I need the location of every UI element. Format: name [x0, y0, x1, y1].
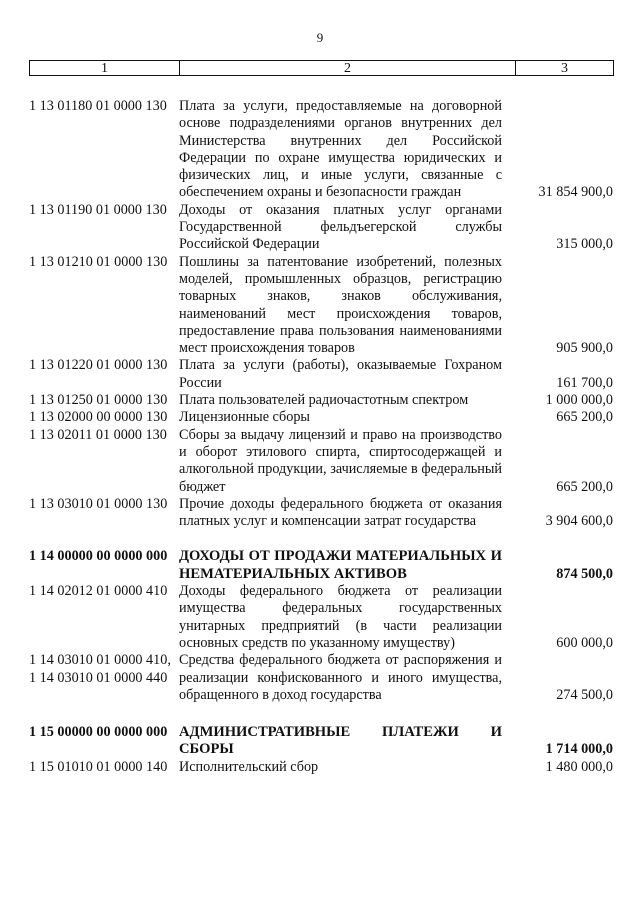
table-row: [0, 652, 640, 704]
section-spacer: [0, 530, 640, 548]
table-row: [0, 583, 640, 652]
table-row: [0, 759, 640, 776]
section-row: [0, 548, 640, 583]
budget-table-body: [0, 98, 640, 776]
row-code: 1 13 01190 01 0000 130: [29, 201, 167, 218]
column-header-amount: 3: [516, 61, 614, 76]
row-amount: 905 900,0: [556, 340, 613, 357]
section-name: АДМИНИСТРАТИВНЫЕ ПЛАТЕЖИ И СБОРЫ: [179, 724, 502, 758]
row-code: 1 13 01250 01 0000 130: [29, 392, 168, 409]
row-name: Исполнительский сбор: [179, 758, 319, 775]
section-code: 1 15 00000 00 0000 000: [29, 724, 168, 741]
section-code: 1 14 00000 00 0000 000: [29, 548, 168, 565]
section-name: ДОХОДЫ ОТ ПРОДАЖИ МАТЕРИАЛЬНЫХ И НЕМАТЕРИАЛЬНЫХ АКТИВОВ: [179, 548, 502, 582]
row-amount: 274 500,0: [556, 686, 613, 703]
page-number: 9: [316, 30, 324, 45]
row-amount: 665 200,0: [556, 409, 613, 426]
row-amount: 600 000,0: [556, 634, 613, 651]
table-row: [0, 392, 640, 409]
table-row: [0, 254, 640, 358]
row-name: Доходы от оказания платных услуг органами Государственной фельдъегерской службы Российской Федерации: [179, 201, 502, 253]
column-header-code: 1: [30, 61, 180, 76]
table-row: [0, 357, 640, 392]
row-amount: 3 904 600,0: [545, 513, 613, 530]
column-header-table: [29, 60, 614, 76]
row-code: 1 13 01210 01 0000 130: [29, 253, 168, 270]
row-amount: 665 200,0: [556, 478, 613, 495]
row-code: 1 14 03010 01 0000 410, 1 14 03010 01 0000 440: [29, 652, 171, 686]
row-code: 1 13 01220 01 0000 130: [29, 357, 168, 374]
section-row: [0, 724, 640, 759]
row-name: Плата пользователей радиочастотным спектром: [179, 392, 469, 409]
section-amount: 1 714 000,0: [545, 741, 613, 758]
row-name: Пошлины за патентование изобретений, полезных моделей, промышленных образцов, регистрацию товарных знаков, знаков обслуживания, наименований мест происхождения товаров, предоставление права пользования наименованиями мест происхождения товаров: [179, 253, 502, 357]
row-name: Сборы за выдачу лицензий и право на производство и оборот этилового спирта, спиртосодержащей и алкогольной продукции, зачисляемые в федеральный бюджет: [179, 426, 502, 495]
column-header-row: [30, 61, 614, 76]
row-amount: 31 854 900,0: [538, 184, 613, 201]
row-code: 1 13 02011 01 0000 130: [29, 426, 167, 443]
row-name: Прочие доходы федерального бюджета от оказания платных услуг и компенсации затрат государства: [179, 495, 502, 530]
row-amount: 1 000 000,0: [545, 392, 613, 409]
row-amount: 161 700,0: [556, 374, 613, 391]
row-code: 1 13 01180 01 0000 130: [29, 98, 167, 114]
row-code: 1 15 01010 01 0000 140: [29, 758, 168, 775]
row-name: Лицензионные сборы: [179, 409, 310, 426]
row-amount: 1 480 000,0: [545, 758, 613, 775]
row-code: 1 13 03010 01 0000 130: [29, 495, 168, 512]
table-row: [0, 409, 640, 426]
column-header-name: 2: [180, 61, 516, 76]
section-amount: 874 500,0: [556, 565, 613, 582]
row-name: Плата за услуги (работы), оказываемые Гохраном России: [179, 357, 502, 391]
row-name: Средства федерального бюджета от распоряжения и реализации конфискованного и иного имущества, обращенного в доход государства: [179, 652, 502, 703]
row-code: 1 13 02000 00 0000 130: [29, 409, 168, 426]
row-code: 1 14 02012 01 0000 410: [29, 583, 168, 600]
table-row: [0, 98, 640, 202]
row-name: Доходы федерального бюджета от реализации имущества федеральных государственных унитарных предприятий (в части реализации основных средств по указанному имуществу): [179, 583, 502, 651]
table-row: [0, 202, 640, 254]
row-amount: 315 000,0: [556, 236, 613, 253]
table-row: [0, 427, 640, 496]
table-row: [0, 496, 640, 531]
section-spacer: [0, 704, 640, 724]
row-name: Плата за услуги, предоставляемые на договорной основе подразделениями органов внутренних дел Министерства внутренних дел Российской Федерации по охране имущества юридических и физических лиц, и иные услуги, связанные с обеспечением охраны и безопасности граждан: [179, 98, 502, 201]
